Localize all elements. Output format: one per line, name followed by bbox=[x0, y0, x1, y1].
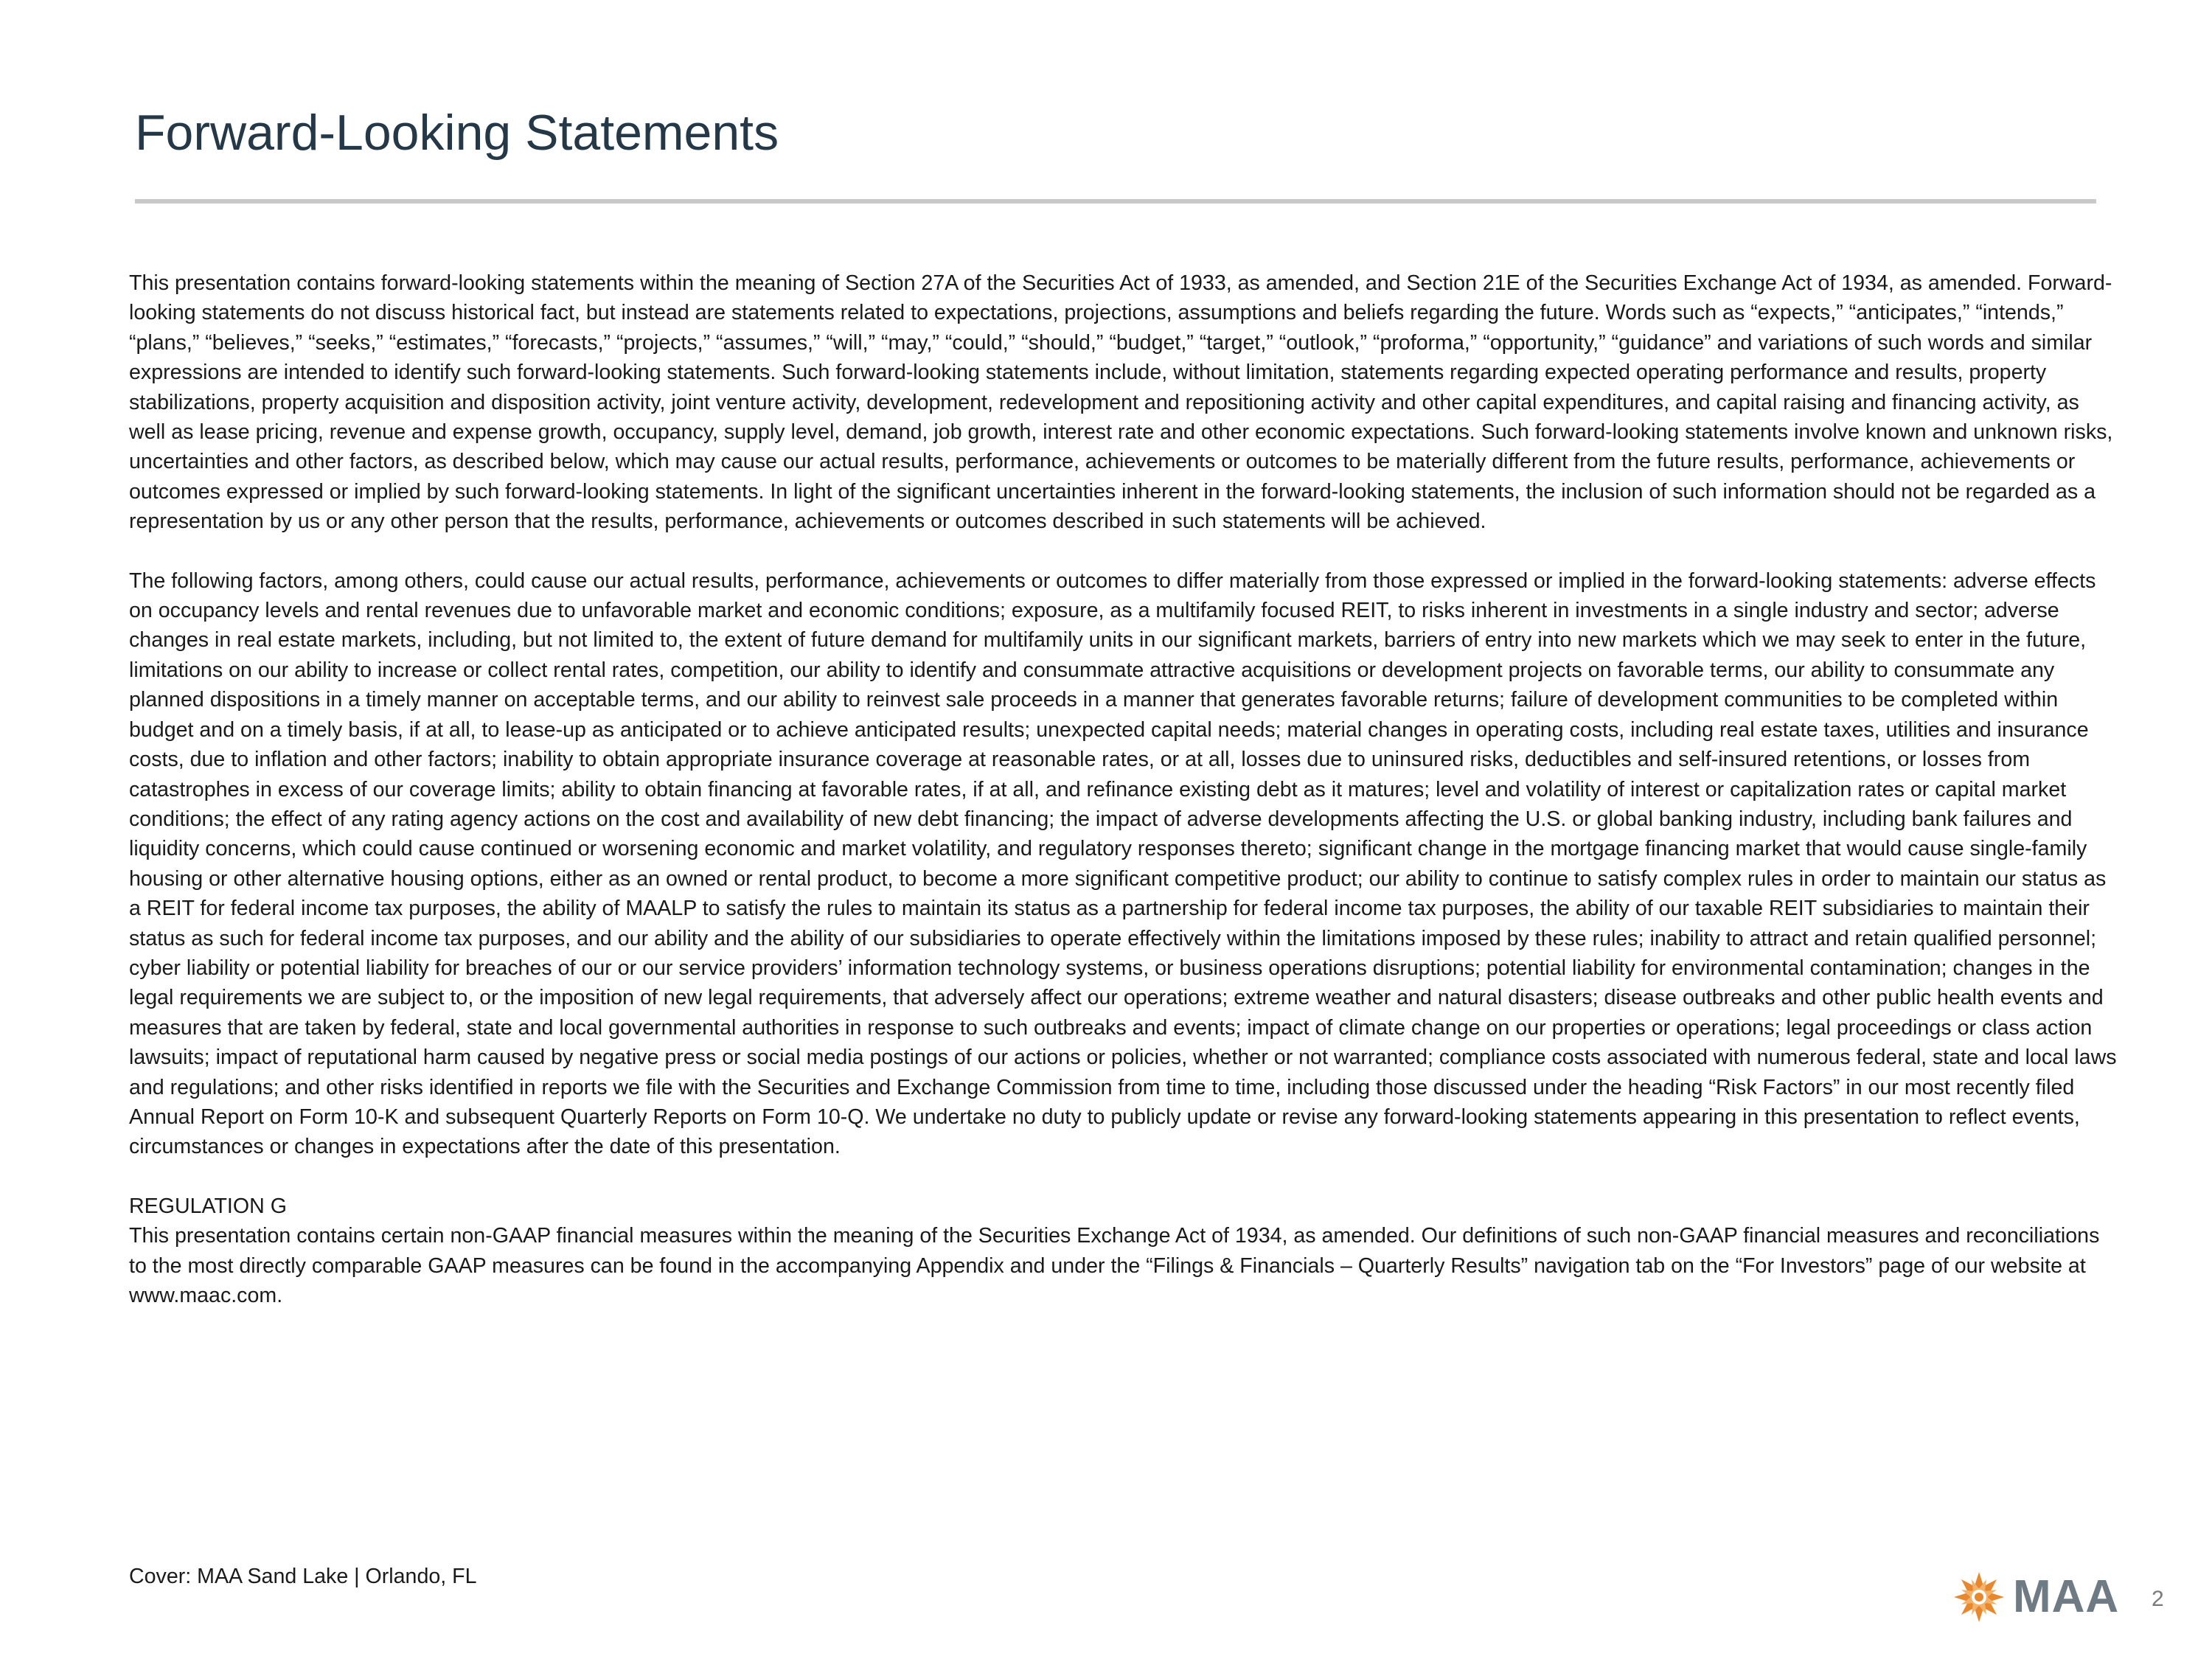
paragraph-risk-factors: The following factors, among others, could cause our actual results, performance, achievements or outcomes to differ materially from those expressed or implied in the forward-looking statements: adverse effects on occupancy levels and rental revenues due to unfavorable market and economic conditions; exposure, as a multifamily focused REIT, to risks inherent in investments in a single industry and sector; adverse changes in real estate markets, including, but not limited to, the extent of future demand for multifamily units in our significant markets, barriers of entry into new markets which we may seek to enter in the future, limitations on our ability to increase or collect rental rates, competition, our ability to identify and consummate attractive acquisitions or development projects on favorable terms, our ability to consummate any planned dispositions in a timely manner on acceptable terms, and our ability to reinvest sale proceeds in a manner that generates favorable returns; failure of development communities to be completed within budget and on a timely basis, if at all, to lease-up as anticipated or to achieve anticipated results; unexpected capital needs; material changes in operating costs, including real estate taxes, utilities and insurance costs, due to inflation and other factors; inability to obtain appropriate insurance coverage at reasonable rates, or at all, losses due to uninsured risks, deductibles and self-insured retentions, or losses from catastrophes in excess of our coverage limits; ability to obtain financing at favorable rates, if at all, and refinance existing debt as it matures; level and volatility of interest or capitalization rates or capital market conditions; the effect of any rating agency actions on the cost and availability of new debt financing; the impact of adverse developments affecting the U.S. or global banking industry, including bank failures and liquidity concerns, which could cause continued or worsening economic and market volatility, and regulatory responses thereto; significant change in the mortgage financing market that would cause single-family housing or other alternative housing options, either as an owned or rental product, to become a more significant competitive product; our ability to continue to satisfy complex rules in order to maintain our status as a REIT for federal income tax purposes, the ability of MAALP to satisfy the rules to maintain its status as a partnership for federal income tax purposes, the ability of our taxable REIT subsidiaries to maintain their status as such for federal income tax purposes, and our ability and the ability of our subsidiaries to operate effectively within the limitations imposed by these rules; inability to attract and retain qualified personnel; cyber liability or potential liability for breaches of our or our service providers’ information technology systems, or business operations disruptions; potential liability for environmental contamination; changes in the legal requirements we are subject to, or the imposition of new legal requirements, that adversely affect our operations; extreme weather and natural disasters; disease outbreaks and other public health events and measures that are taken by federal, state and local governmental authorities in response to such outbreaks and events; impact of climate change on our properties or operations; legal proceedings or class action lawsuits; impact of reputational harm caused by negative press or social media postings of our actions or policies, whether or not warranted; compliance costs associated with numerous federal, state and local laws and regulations; and other risks identified in reports we file with the Securities and Exchange Commission from time to time, including those discussed under the heading “Risk Factors” in our most recently filed Annual Report on Form 10-K and subsequent Quarterly Reports on Form 10-Q. We undertake no duty to publicly update or revise any forward-looking statements appearing in this presentation to reflect events, circumstances or changes in expectations after the date of this presentation. bbox=[129, 568, 2117, 1159]
starburst-logo-icon bbox=[1952, 1571, 2006, 1624]
paragraph-gap bbox=[129, 537, 2120, 566]
maa-logo bbox=[1952, 1571, 2119, 1624]
page-title: Forward-Looking Statements bbox=[135, 105, 779, 161]
page-number: 2 bbox=[2152, 1587, 2164, 1611]
title-divider bbox=[135, 199, 2096, 204]
paragraph-regulation-g: This presentation contains certain non-GAAP financial measures within the meaning of the Securities Exchange Act of 1934, as amended. Our definitions of such non-GAAP financial measures and reconciliations to the most directly comparable GAAP measures can be found in the accompanying Appendix and under the “Filings & Financials – Quarterly Results” navigation tab on the “For Investors” page of our website at www.maac.com. bbox=[129, 1224, 2100, 1307]
paragraph-intro: This presentation contains forward-looking statements within the meaning of Section 27A of the Securities Act of 1933, as amended, and Section 21E of the Securities Exchange Act of 1934, as amended. Forward-looking statements do not discuss historical fact, but instead are statements related to expectations, projections, assumptions and beliefs regarding the future. Words such as “expects,” “anticipates,” “intends,” “plans,” “believes,” “seeks,” “estimates,” “forecasts,” “projects,” “assumes,” “will,” “may,” “could,” “should,” “budget,” “target,” “outlook,” “proforma,” “opportunity,” “guidance” and variations of such words and similar expressions are intended to identify such forward-looking statements. Such forward-looking statements include, without limitation, statements regarding expected operating performance and results, property stabilizations, property acquisition and disposition activity, joint venture activity, development, redevelopment and repositioning activity and other capital expenditures, and capital raising and financing activity, as well as lease pricing, revenue and expense growth, occupancy, supply level, demand, job growth, interest rate and other economic expectations. Such forward-looking statements involve known and unknown risks, uncertainties and other factors, as described below, which may cause our actual results, performance, achievements or outcomes to be materially different from the future results, performance, achievements or outcomes expressed or implied by such forward-looking statements. In light of the significant uncertainties inherent in the forward-looking statements, the inclusion of such information should not be regarded as a representation by us or any other person that the results, performance, achievements or outcomes described in such statements will be achieved. bbox=[129, 271, 2113, 534]
paragraph-gap bbox=[129, 1162, 2120, 1192]
cover-caption: Cover: MAA Sand Lake | Orlando, FL bbox=[129, 1565, 477, 1588]
regulation-heading: REGULATION G bbox=[129, 1194, 287, 1218]
logo-wordmark: MAA bbox=[2013, 1571, 2120, 1622]
body-text bbox=[129, 268, 2120, 1310]
